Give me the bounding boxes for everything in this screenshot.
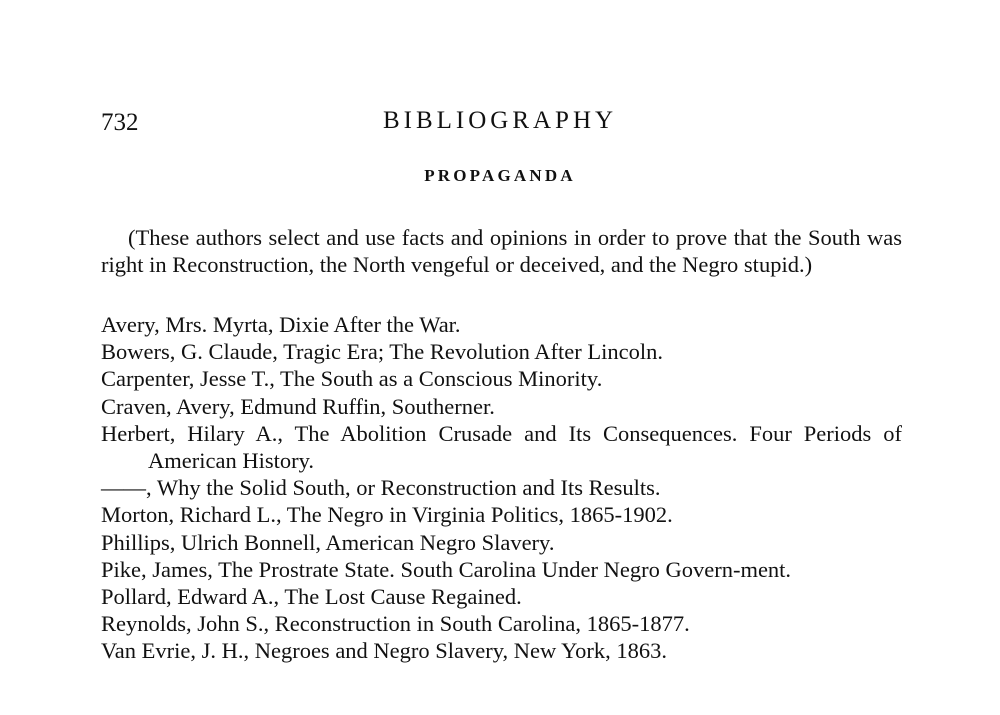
bibliography-entry: Pollard, Edward A., The Lost Cause Regained. [101, 584, 522, 610]
bibliography-entry: ——, Why the Solid South, or Reconstruction and Its Results. [101, 475, 661, 501]
page-number: 732 [101, 109, 139, 136]
running-head: BIBLIOGRAPHY [382, 107, 618, 134]
bibliography-entry: Morton, Richard L., The Negro in Virginia Politics, 1865-1902. [101, 502, 673, 528]
bibliography-list [101, 311, 902, 665]
section-title: PROPAGANDA [424, 166, 576, 185]
bibliography-entry: Pike, James, The Prostrate State. South Carolina Under Negro Govern-ment. [101, 556, 792, 582]
section-intro: (These authors select and use facts and opinions in order to prove that the South was right in Reconstruction, the North vengeful or deceived, and the Negro stupid.) [101, 224, 902, 277]
bibliography-entry: Carpenter, Jesse T., The South as a Conscious Minority. [101, 366, 603, 392]
bibliography-entry: Van Evrie, J. H., Negroes and Negro Slavery, New York, 1863. [101, 638, 667, 664]
bibliography-entry: Bowers, G. Claude, Tragic Era; The Revolution After Lincoln. [101, 339, 663, 365]
bibliography-entry: Phillips, Ulrich Bonnell, American Negro Slavery. [101, 529, 555, 555]
bibliography-entry: Craven, Avery, Edmund Ruffin, Southerner. [101, 393, 495, 419]
bibliography-entry: Reynolds, John S., Reconstruction in South Carolina, 1865-1877. [101, 611, 690, 637]
bibliography-entry: Avery, Mrs. Myrta, Dixie After the War. [101, 312, 461, 337]
bibliography-entry: Herbert, Hilary A., The Abolition Crusade and Its Consequences. Four Periods of American History. [101, 420, 902, 474]
